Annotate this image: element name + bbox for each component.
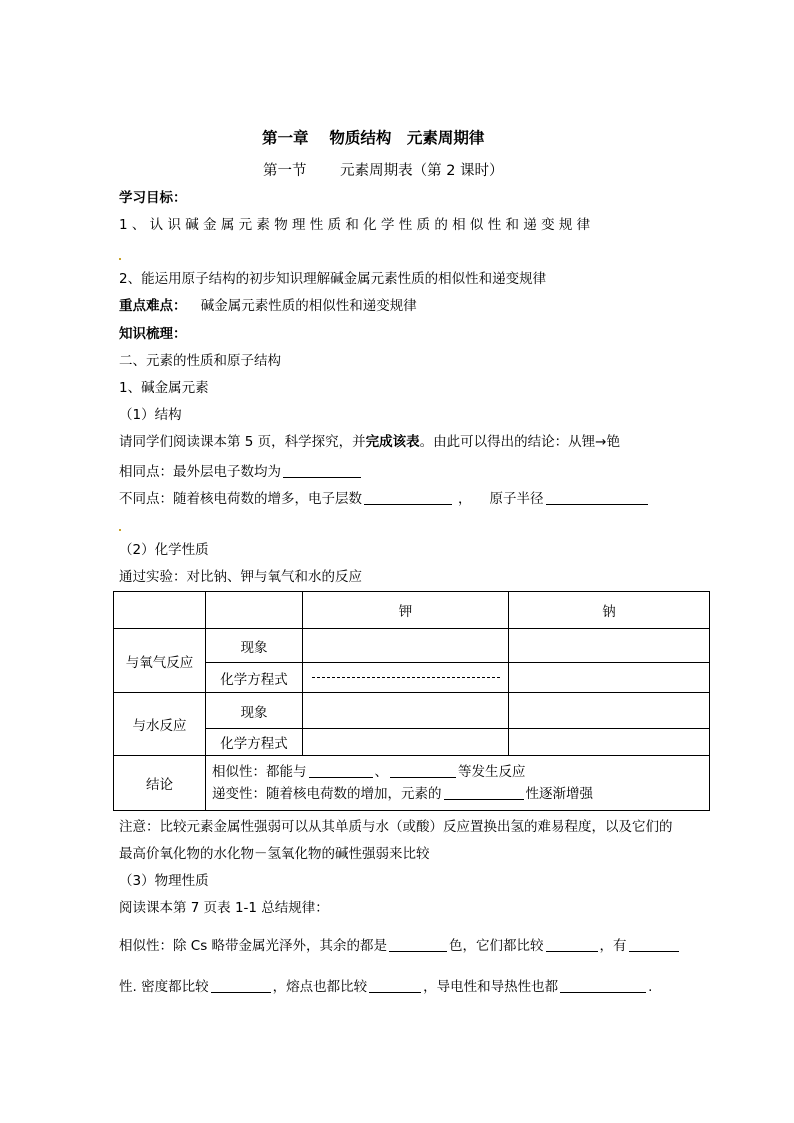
cell-k-oxygen-equation-crossed: [303, 663, 509, 693]
chapter-title: 第一章 物质结构 元素周期律: [262, 129, 485, 147]
physical-similarity-line: [119, 937, 681, 954]
physical-line2-mid2: ，导电性和导热性也都: [423, 979, 559, 995]
note-line-1: 注意：比较元素金属性强弱可以从其单质与水（或酸）反应置换出氢的难易程度，以及它们的: [119, 819, 673, 835]
trend-line: [212, 783, 709, 805]
physical-sim-pre: 相似性：除 Cs 略带金属光泽外，其余的都是: [119, 938, 388, 954]
shell-count-blank[interactable]: [364, 490, 452, 505]
table-cell-empty: [114, 592, 206, 629]
hardness-blank[interactable]: [546, 937, 598, 952]
objective-item-2: 2、能运用原子结构的初步知识理解碱金属元素性质的相似性和递变规律: [119, 271, 547, 287]
physical-properties-heading: （3）物理性质: [119, 873, 209, 889]
density-blank[interactable]: [211, 978, 271, 993]
trend-post: 性逐渐增强: [525, 786, 593, 802]
similarity-post: 等发生反应: [458, 764, 526, 780]
chemical-properties-heading: （2）化学性质: [119, 542, 209, 558]
reading-instruction-pre: 请同学们阅读课本第 5 页，科学探究，并: [119, 434, 366, 450]
subsection-alkali-metals: 1、碱金属元素: [119, 380, 209, 396]
table-row: [114, 693, 710, 729]
cell-k-water-equation[interactable]: [303, 729, 509, 756]
same-point-blank[interactable]: [283, 463, 361, 478]
row-label-conclusion: 结论: [114, 756, 206, 811]
similarity-sep: 、: [374, 764, 388, 780]
cell-k-water-phenomenon[interactable]: [303, 693, 509, 729]
key-points-label: 重点难点：: [119, 298, 187, 314]
similarity-blank-2[interactable]: [390, 763, 456, 778]
similarity-pre: 相似性：都能与: [212, 764, 307, 780]
cell-na-water-equation[interactable]: [509, 729, 710, 756]
trend-pre: 递变性：随着核电荷数的增加，元素的: [212, 786, 442, 802]
difference-label: 不同点：随着核电荷数的增多，电子层数: [119, 491, 362, 507]
objective-item-1: 1 、 认 识 碱 金 属 元 素 物 理 性 质 和 化 学 性 质 的 相 似 性 和 递 变 规 律: [119, 217, 591, 233]
similarity-blank-1[interactable]: [309, 763, 373, 778]
physical-line2-pre: 性. 密度都比较: [119, 979, 209, 995]
melting-point-blank[interactable]: [369, 978, 421, 993]
physical-sim-mid1: 色，它们都比较: [449, 938, 544, 954]
reading-instruction-bold: 完成该表: [365, 434, 420, 450]
objectives-heading: 学习目标：: [119, 190, 187, 206]
note-line-2: 最高价氧化物的水化物－氢氧化物的碱性强弱来比较: [119, 846, 430, 862]
label-phenomenon: 现象: [206, 629, 303, 663]
dashed-line: [312, 677, 500, 678]
section-title: 第一节 元素周期表（第 2 课时）: [263, 163, 504, 179]
row-label-water: 与水反应: [114, 693, 206, 756]
decor-dot: [119, 258, 121, 260]
conclusion-cell: [206, 756, 710, 811]
label-equation: 化学方程式: [206, 663, 303, 693]
physical-density-line: [119, 978, 652, 995]
conductivity-blank[interactable]: [560, 978, 646, 993]
table-row: [114, 629, 710, 663]
table-cell-empty: [206, 592, 303, 629]
table-row: [114, 592, 710, 629]
key-points-text: 碱金属元素性质的相似性和递变规律: [200, 298, 417, 314]
header-potassium: 钾: [303, 592, 509, 629]
table-row: [114, 756, 710, 811]
physical-line2-end: .: [648, 979, 653, 995]
cell-na-oxygen-phenomenon[interactable]: [509, 629, 710, 663]
reading-instruction: [119, 436, 620, 450]
row-label-oxygen: 与氧气反应: [114, 629, 206, 693]
reading-instruction-post: 。由此可以得出的结论：从锂→铯: [419, 434, 620, 450]
cell-k-oxygen-phenomenon[interactable]: [303, 629, 509, 663]
knowledge-heading: 知识梳理：: [119, 326, 187, 342]
physical-line2-mid1: ，熔点也都比较: [272, 979, 368, 995]
similarity-line: [212, 761, 709, 783]
difference-line: 不同点：随着核电荷数的增多，电子层数 ， 原子半径: [119, 490, 650, 507]
trend-blank[interactable]: [444, 785, 524, 800]
label-phenomenon: 现象: [206, 693, 303, 729]
atomic-radius-label: 原子半径: [489, 491, 544, 507]
header-sodium: 钠: [509, 592, 710, 629]
atomic-radius-blank[interactable]: [546, 490, 648, 505]
structure-heading: （1）结构: [119, 407, 182, 423]
decor-dot-2: [119, 529, 121, 531]
cell-na-oxygen-equation[interactable]: [509, 663, 710, 693]
comparison-table: [113, 591, 710, 811]
physical-sim-mid2: ，有: [599, 938, 627, 954]
physical-read-instruction: 阅读课本第 7 页表 1-1 总结规律：: [119, 900, 329, 916]
label-equation: 化学方程式: [206, 729, 303, 756]
ductility-blank[interactable]: [629, 937, 679, 952]
same-point-label: 相同点：最外层电子数均为: [119, 464, 281, 480]
cell-na-water-phenomenon[interactable]: [509, 693, 710, 729]
color-blank[interactable]: [389, 937, 447, 952]
section-2-heading: 二、元素的性质和原子结构: [119, 353, 281, 369]
key-points: [119, 300, 417, 314]
same-point-line: [119, 463, 363, 480]
experiment-intro: 通过实验：对比钠、钾与氧气和水的反应: [119, 569, 362, 585]
